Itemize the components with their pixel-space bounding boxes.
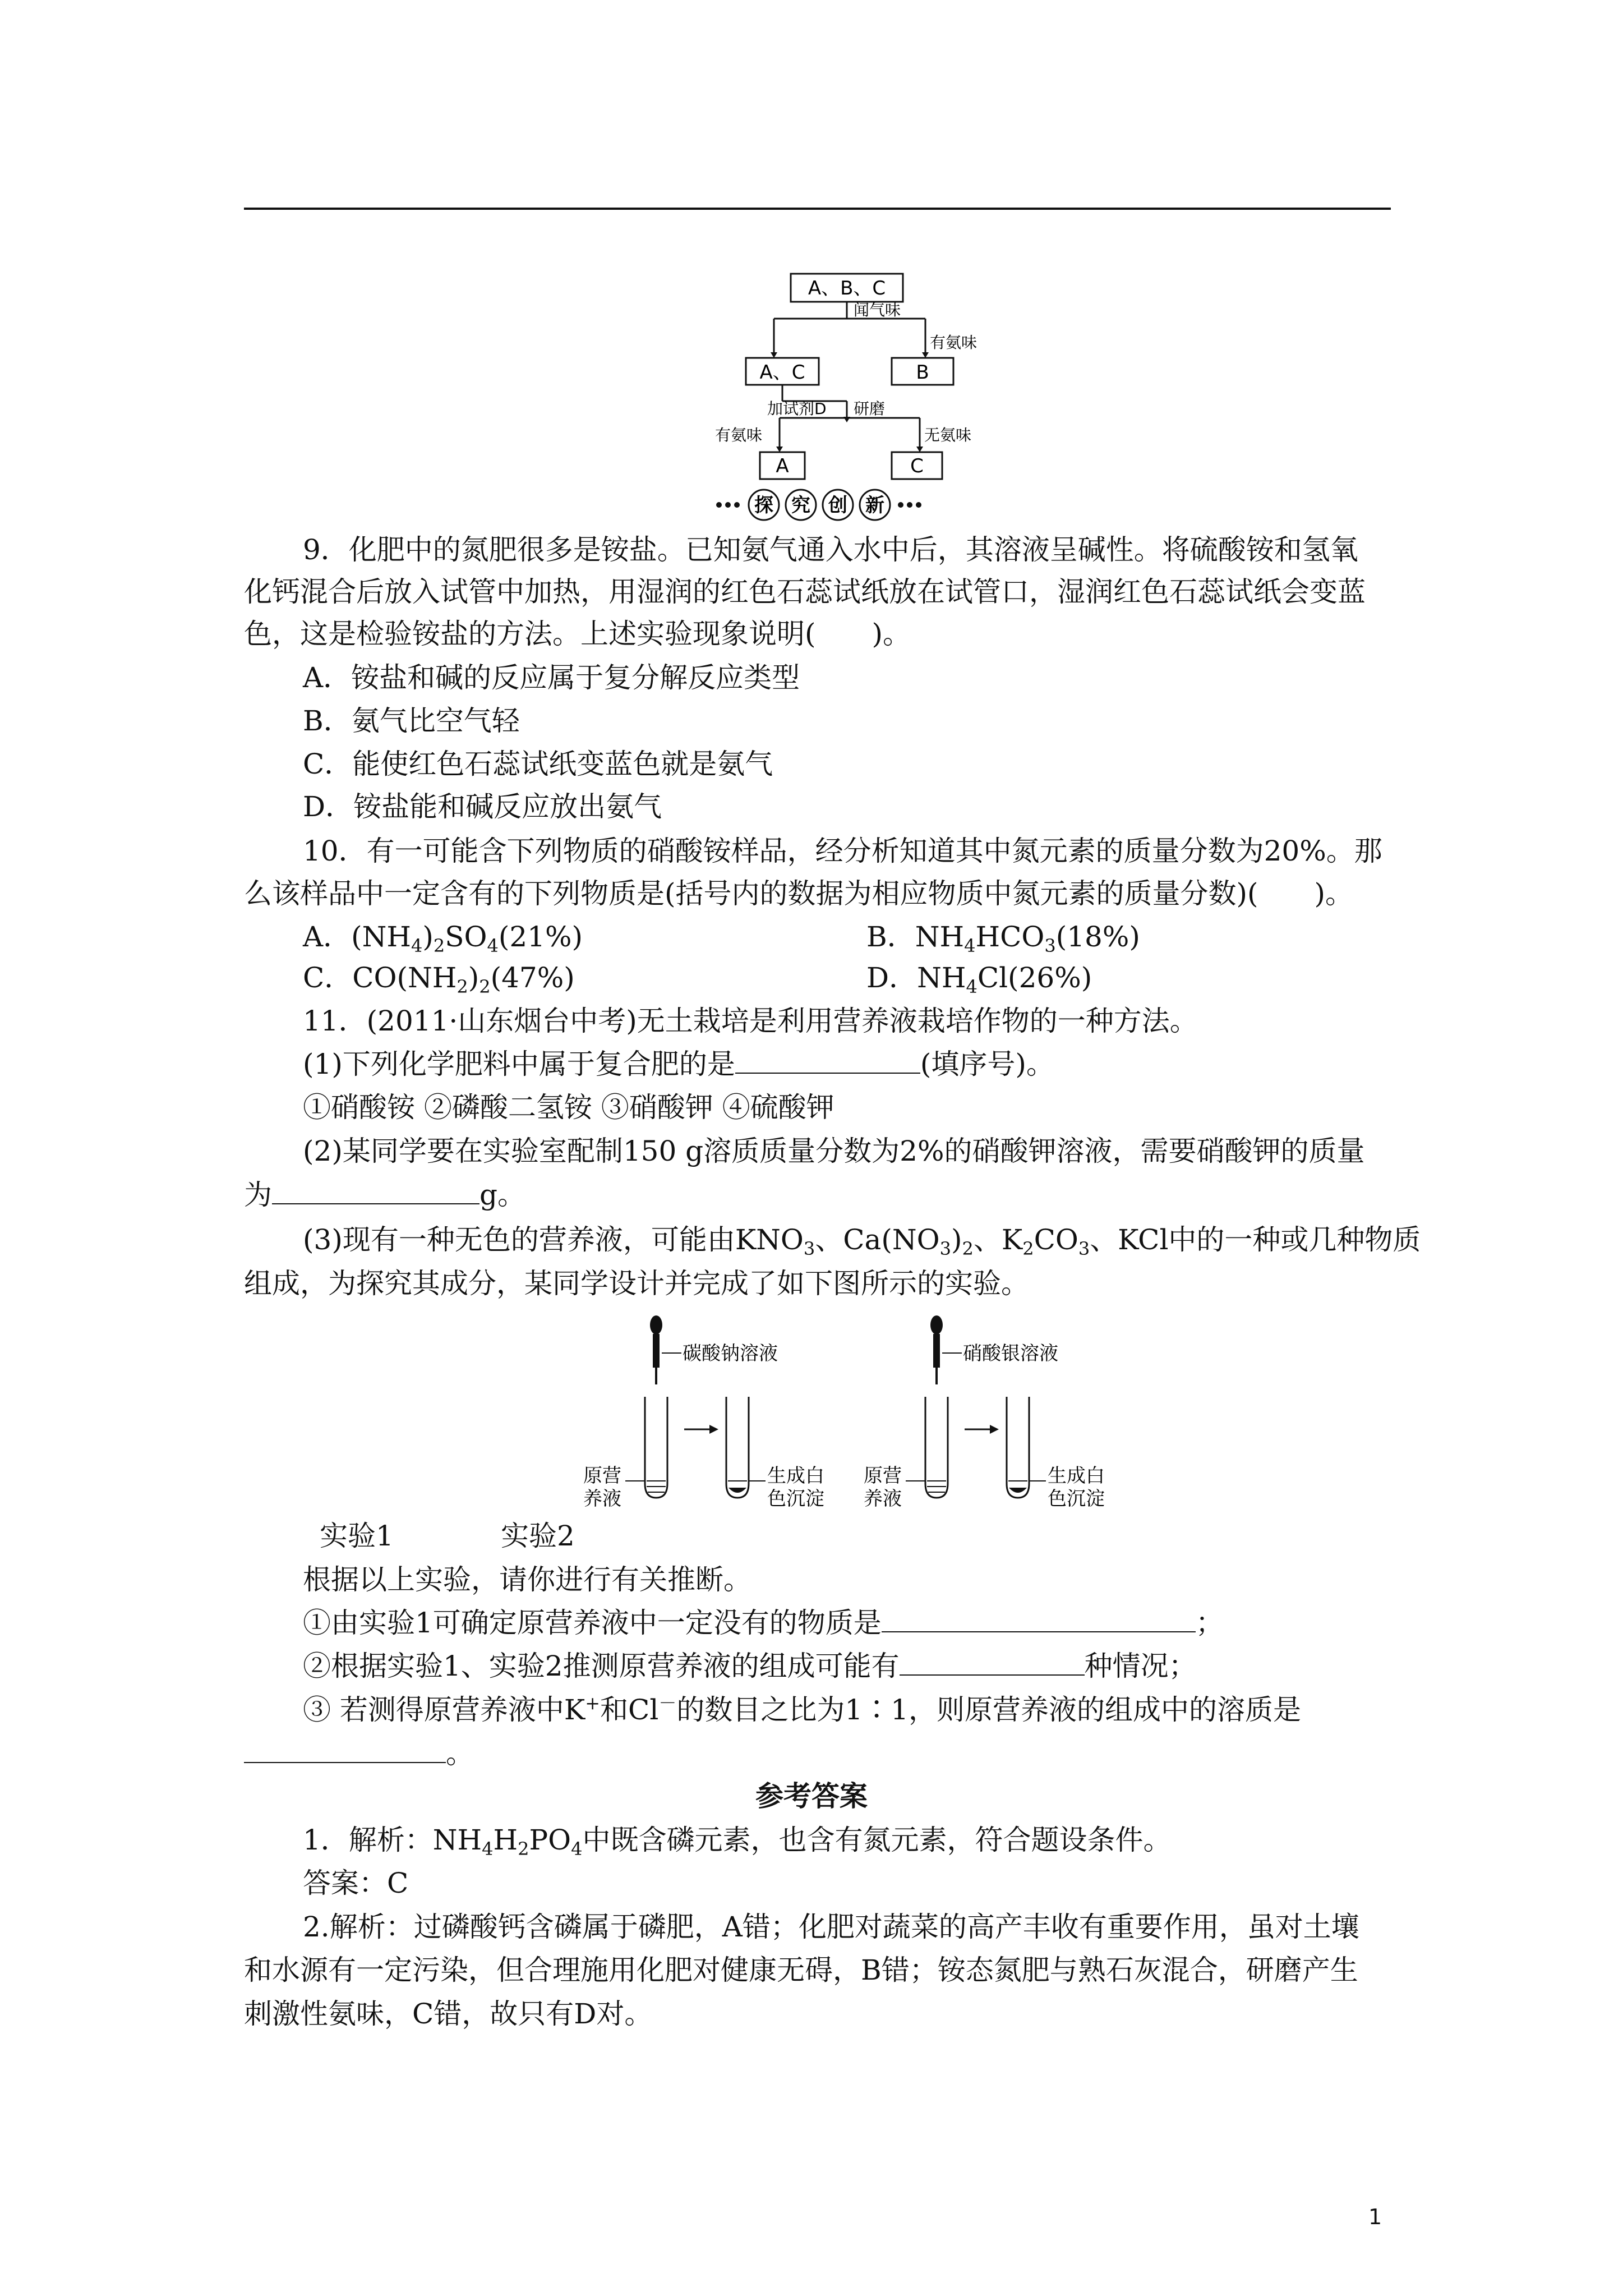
- result-label-2b: 色沉淀: [1048, 1488, 1105, 1510]
- q11-infer-1: ①由实验1可确定原营养液中一定没有的物质是 ；: [303, 1607, 1224, 1639]
- flow-branch-right2-label: 无氨味: [924, 426, 972, 444]
- result-label-1a: 生成白: [767, 1465, 824, 1487]
- experiment-2: [864, 1315, 1105, 1510]
- q10-stem-line1: 10．有一可能含下列物质的硝酸铵样品，经分析知道其中氮元素的质量分数为20%。那: [303, 835, 1382, 867]
- q9-stem-line3: 色，这是检验铵盐的方法。上述实验现象说明( )。: [244, 618, 911, 650]
- q11-infer-3-cont: 。: [244, 1737, 474, 1770]
- page-number: 1: [1368, 2205, 1382, 2229]
- banner-char-3: 创: [828, 494, 847, 517]
- experiment-figure: [580, 1313, 1141, 1520]
- experiment-1: [583, 1315, 824, 1510]
- q11-infer-2: ②根据实验1、实验2推测原营养液的组成可能有 种情况；: [303, 1650, 1197, 1682]
- q10-option-a: A．$(NH_4)_2SO_4(21\%)$: [303, 921, 583, 956]
- answer-1-result: 答案：C: [303, 1867, 409, 1899]
- q11-part2-line2: 为 g。: [244, 1179, 526, 1211]
- q9-stem-line1: 9．化肥中的氮肥很多是铵盐。已知氨气通入水中后，其溶液呈碱性。将硫酸铵和氢氧: [303, 533, 1358, 566]
- banner-char-4: 新: [865, 494, 884, 517]
- flow-bottom-left-box: A: [776, 455, 789, 477]
- q11-part3-line1: (3)现有一种无色的营养液，可能由$KNO_3$、$Ca(NO_3)_2$、$K_2CO_3$、KCl中的一种或几种物质: [303, 1223, 1421, 1259]
- flow-bottom-right-box: C: [910, 455, 924, 477]
- original-solution-label-2a: 原营: [864, 1465, 902, 1487]
- banner-char-1: 探: [754, 494, 773, 517]
- q9-option-d: D．铵盐能和碱反应放出氨气: [303, 790, 662, 823]
- flow-step2b-label: 研磨: [854, 399, 886, 418]
- q9-option-c: C．能使红色石蕊试纸变蓝色就是氨气: [303, 748, 773, 780]
- q9-stem-line2: 化钙混合后放入试管中加热，用湿润的红色石蕊试纸放在试管口，湿润红色石蕊试纸会变蓝: [244, 576, 1366, 608]
- answer-2-line2: 和水源有一定污染，但合理施用化肥对健康无碍，B错；铵态氮肥与熟石灰混合，研磨产生: [244, 1954, 1358, 1986]
- result-label-2a: 生成白: [1048, 1465, 1105, 1487]
- identification-flowchart: [712, 269, 1004, 488]
- q11-infer-3: ③ 若测得原营养液中K+和Cl－的数目之比为1∶1，则原营养液的组成中的溶质是: [303, 1692, 1301, 1726]
- q11-infer-1-blank[interactable]: [882, 1607, 1196, 1632]
- q11-part2-line1: (2)某同学要在实验室配制150 g溶质质量分数为2%的硝酸钾溶液，需要硝酸钾的质量: [303, 1135, 1365, 1167]
- flow-mid-left-box: A、C: [759, 361, 805, 384]
- flow-branch-right-label: 有氨味: [930, 333, 978, 352]
- q11-part1: (1)下列化学肥料中属于复合肥的是 (填序号)。: [303, 1048, 1054, 1080]
- original-solution-label-2b: 养液: [864, 1488, 902, 1510]
- q11-infer-intro: 根据以上实验，请你进行有关推断。: [303, 1563, 751, 1596]
- flow-mid-right-box: B: [916, 361, 929, 384]
- flow-branch-left2-label: 有氨味: [715, 426, 763, 444]
- q10-option-b: B．$NH_4HCO_3(18\%)$: [866, 921, 1140, 956]
- answers-title: 参考答案: [755, 1779, 868, 1812]
- q11-infer-2-blank[interactable]: [900, 1650, 1085, 1676]
- q11-part1-blank[interactable]: [735, 1048, 920, 1074]
- original-solution-label-1a: 原营: [583, 1465, 621, 1487]
- answer-2-line3: 刺激性氨味，C错，故只有D对。: [244, 1998, 653, 2030]
- q9-option-b: B．氨气比空气轻: [303, 705, 520, 737]
- experiment-2-label: 实验2: [501, 1520, 575, 1552]
- q10-option-d: D．$NH_4Cl(26\%)$: [866, 961, 1092, 997]
- q10-option-c: C．$CO(NH_2)_2(47\%)$: [303, 961, 575, 997]
- experiment-1-label: 实验1: [320, 1520, 394, 1552]
- answer-1-analysis: 1．解析：$NH_4H_2PO_4$中既含磷元素，也含有氮元素，符合题设条件。: [303, 1824, 1172, 1860]
- q11-part1-options: ①硝酸铵 ②磷酸二氢铵 ③硝酸钾 ④硫酸钾: [303, 1091, 834, 1124]
- q11-part3-line2: 组成，为探究其成分，某同学设计并完成了如下图所示的实验。: [244, 1267, 1029, 1300]
- reagent-2-label: 硝酸银溶液: [963, 1342, 1058, 1365]
- flow-step2-label: 加试剂D: [767, 399, 827, 418]
- answer-2-line1: 2.解析：过磷酸钙含磷属于磷肥，A错；化肥对蔬菜的高产丰收有重要作用，虽对土壤: [303, 1911, 1359, 1943]
- q11-part2-blank[interactable]: [272, 1179, 479, 1204]
- header-rule: [244, 208, 1391, 210]
- flow-step1-label: 闻气味: [854, 301, 901, 319]
- banner-char-2: 究: [791, 494, 810, 517]
- result-label-1b: 色沉淀: [767, 1488, 824, 1510]
- q9-option-a: A．铵盐和碱的反应属于复分解反应类型: [303, 661, 800, 694]
- q10-stem-line2: 么该样品中一定含有的下列物质是(括号内的数据为相应物质中氮元素的质量分数)( )。: [244, 877, 1354, 910]
- section-banner: [712, 487, 925, 523]
- flow-top-box: A、B、C: [808, 277, 886, 300]
- original-solution-label-1b: 养液: [583, 1488, 621, 1510]
- reagent-1-label: 碳酸钠溶液: [683, 1342, 778, 1365]
- q11-infer-3-blank[interactable]: [244, 1737, 446, 1763]
- q11-stem: 11．(2011·山东烟台中考)无土栽培是利用营养液栽培作物的一种方法。: [303, 1005, 1198, 1037]
